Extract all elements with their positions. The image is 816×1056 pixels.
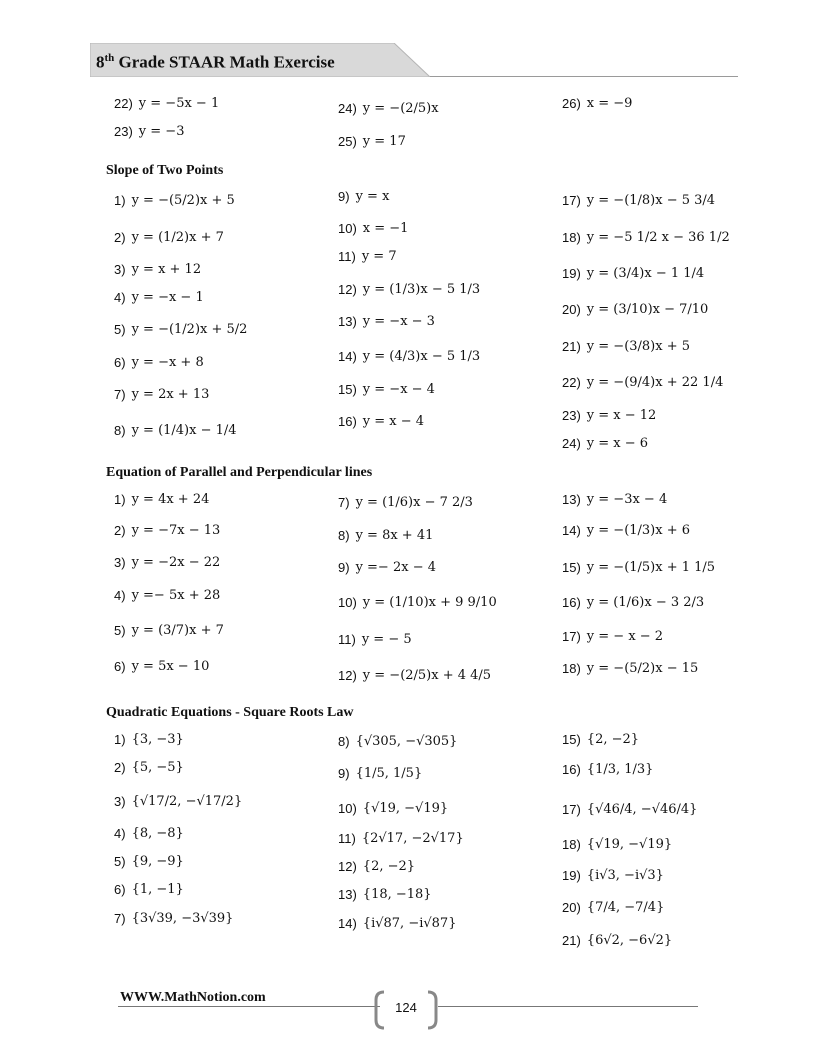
answer-number: 14) <box>562 523 581 538</box>
answer-number: 20) <box>562 302 581 317</box>
answer-number: 9) <box>338 766 350 781</box>
answer-number: 13) <box>338 314 357 329</box>
answer-expression: y = −x + 8 <box>131 355 204 370</box>
answer-number: 3) <box>114 794 126 809</box>
answer-number: 11) <box>338 831 356 846</box>
answer-number: 8) <box>338 734 350 749</box>
answer-expression: {√19, −√19} <box>362 801 449 816</box>
answer-number: 6) <box>114 659 126 674</box>
answer-expression: {18, −18} <box>362 887 432 902</box>
answer-number: 11) <box>338 249 356 264</box>
answer-expression: y = − x − 2 <box>586 629 664 644</box>
answer-expression: y = 8x + 41 <box>355 528 434 543</box>
answer-expression: {3√39, −3√39} <box>131 911 234 926</box>
answer-item <box>562 762 653 777</box>
answer-item <box>338 859 415 874</box>
answer-number: 13) <box>562 492 581 507</box>
answer-number: 15) <box>562 732 581 747</box>
answer-expression: y = (3/10)x − 7/10 <box>586 302 709 317</box>
answer-item <box>338 528 433 543</box>
answer-number: 4) <box>114 290 126 305</box>
answer-item <box>338 632 412 647</box>
answer-expression: y = −(2/5)x + 4 4/5 <box>362 668 492 683</box>
answer-number: 4) <box>114 588 126 603</box>
answer-item <box>114 230 224 245</box>
answer-item <box>114 794 242 809</box>
answer-number: 10) <box>338 801 357 816</box>
answer-item <box>114 387 209 402</box>
answer-item <box>114 588 220 603</box>
answer-number: 19) <box>562 868 581 883</box>
section-title-parallel: Equation of Parallel and Perpendicular lines <box>106 465 373 480</box>
answer-item <box>114 290 204 305</box>
answer-number: 8) <box>114 423 126 438</box>
answer-number: 16) <box>562 595 581 610</box>
answer-expression: y = −x − 1 <box>131 290 204 305</box>
answer-item <box>562 193 715 208</box>
answer-expression: y = 2x + 13 <box>131 387 210 402</box>
answer-number: 23) <box>114 124 133 139</box>
answer-item <box>114 193 235 208</box>
answer-item <box>114 555 220 570</box>
answer-item <box>562 339 690 354</box>
answer-number: 1) <box>114 492 126 507</box>
answer-number: 25) <box>338 134 357 149</box>
answer-number: 14) <box>338 349 357 364</box>
section-title-slope: Slope of Two Points <box>106 163 224 178</box>
answer-item <box>338 249 397 264</box>
answer-number: 7) <box>114 387 126 402</box>
answer-expression: {1, −1} <box>131 882 184 897</box>
answer-expression: y = −(3/8)x + 5 <box>586 339 691 354</box>
answer-expression: y = −3x − 4 <box>586 492 668 507</box>
answer-number: 16) <box>562 762 581 777</box>
answer-expression: y = 4x + 24 <box>131 492 210 507</box>
answer-item <box>338 495 473 510</box>
answer-expression: y = −(9/4)x + 22 1/4 <box>586 375 724 390</box>
answer-number: 4) <box>114 826 126 841</box>
answer-number: 3) <box>114 555 126 570</box>
answer-number: 9) <box>338 560 350 575</box>
answer-number: 5) <box>114 623 126 638</box>
answer-expression: {7/4, −7/4} <box>586 900 665 915</box>
answer-expression: y = x + 12 <box>131 262 202 277</box>
answer-expression: {√46/4, −√46/4} <box>586 802 698 817</box>
answer-item <box>562 230 730 245</box>
answer-item <box>114 760 184 775</box>
footer-url: WWW.MathNotion.com <box>120 990 266 1005</box>
answer-expression: {√17/2, −√17/2} <box>131 794 243 809</box>
answer-expression: y = −5x − 1 <box>138 96 220 111</box>
answer-item <box>114 882 184 897</box>
answer-expression: {2√17, −2√17} <box>361 831 464 846</box>
answer-number: 12) <box>338 282 357 297</box>
answer-number: 9) <box>338 189 350 204</box>
answer-item <box>338 734 457 749</box>
answer-expression: y = (3/4)x − 1 1/4 <box>586 266 705 281</box>
answer-item <box>338 668 491 683</box>
answer-expression: {√305, −√305} <box>355 734 458 749</box>
answer-number: 2) <box>114 523 126 538</box>
answer-expression: y = −(2/5)x <box>362 101 439 116</box>
answer-number: 10) <box>338 221 357 236</box>
answer-expression: {1/3, 1/3} <box>586 762 654 777</box>
answer-expression: y = (1/2)x + 7 <box>131 230 224 245</box>
answer-item <box>338 282 480 297</box>
answer-item <box>338 221 408 236</box>
answer-expression: y = (3/7)x + 7 <box>131 623 224 638</box>
answer-item <box>562 868 664 883</box>
answer-expression: y = −7x − 13 <box>131 523 221 538</box>
answer-number: 20) <box>562 900 581 915</box>
answer-expression: y = −(1/5)x + 1 1/5 <box>586 560 716 575</box>
answer-expression: y = −x − 3 <box>362 314 435 329</box>
answer-expression: y = x − 4 <box>362 414 425 429</box>
answer-item <box>562 375 723 390</box>
answer-item <box>114 124 184 139</box>
answer-number: 11) <box>338 632 356 647</box>
answer-number: 2) <box>114 760 126 775</box>
answer-expression: {5, −5} <box>131 760 184 775</box>
footer-divider-right <box>438 1006 698 1007</box>
answer-expression: y =− 5x + 28 <box>131 588 221 603</box>
answer-number: 1) <box>114 732 126 747</box>
answer-item <box>114 262 201 277</box>
answer-expression: {i√87, −i√87} <box>362 916 457 931</box>
answer-item <box>562 492 667 507</box>
answer-expression: {3, −3} <box>131 732 184 747</box>
answer-expression: {1/5, 1/5} <box>355 766 423 781</box>
answer-item <box>338 916 456 931</box>
answer-item <box>338 101 439 116</box>
answer-expression: y = (1/4)x − 1/4 <box>131 423 237 438</box>
answer-item <box>114 911 233 926</box>
answer-expression: y = −5 1/2 x − 36 1/2 <box>586 230 730 245</box>
footer-divider-left <box>118 1006 380 1007</box>
answer-item <box>114 659 209 674</box>
answer-number: 22) <box>562 375 581 390</box>
answer-number: 18) <box>562 837 581 852</box>
answer-expression: y = −x − 4 <box>362 382 435 397</box>
answer-item <box>114 492 209 507</box>
answer-item <box>114 623 224 638</box>
answer-number: 19) <box>562 266 581 281</box>
answer-number: 7) <box>338 495 350 510</box>
answer-item <box>114 854 184 869</box>
answer-item <box>562 266 704 281</box>
answer-item <box>114 826 184 841</box>
answer-expression: {√19, −√19} <box>586 837 673 852</box>
answer-number: 2) <box>114 230 126 245</box>
header-divider <box>430 76 738 77</box>
answer-item <box>114 355 204 370</box>
answer-item <box>114 423 237 438</box>
answer-item <box>338 595 497 610</box>
answer-number: 21) <box>562 933 581 948</box>
answer-number: 6) <box>114 355 126 370</box>
answer-number: 8) <box>338 528 350 543</box>
answer-item <box>338 887 432 902</box>
answer-number: 5) <box>114 322 126 337</box>
answer-number: 13) <box>338 887 357 902</box>
answer-number: 14) <box>338 916 357 931</box>
answer-expression: y = (1/3)x − 5 1/3 <box>362 282 481 297</box>
answer-item <box>114 96 219 111</box>
section-title-quadratic: Quadratic Equations - Square Roots Law <box>106 705 354 720</box>
answer-number: 22) <box>114 96 133 111</box>
answer-item <box>562 933 672 948</box>
answer-item <box>338 801 448 816</box>
answer-number: 15) <box>562 560 581 575</box>
answer-expression: y = −2x − 22 <box>131 555 221 570</box>
answer-item <box>562 629 663 644</box>
answer-expression: {6√2, −6√2} <box>586 933 673 948</box>
answer-number: 12) <box>338 859 357 874</box>
answer-number: 24) <box>562 436 581 451</box>
answer-number: 10) <box>338 595 357 610</box>
answer-expression: y = −(5/2)x − 15 <box>586 661 699 676</box>
answer-item <box>562 837 672 852</box>
answer-item <box>562 96 632 111</box>
answer-item <box>338 414 424 429</box>
answer-item <box>562 302 708 317</box>
answer-expression: y = (1/6)x − 7 2/3 <box>355 495 473 510</box>
answer-item <box>338 382 435 397</box>
answer-expression: y = (4/3)x − 5 1/3 <box>362 349 481 364</box>
answer-item <box>114 732 184 747</box>
answer-expression: y = − 5 <box>361 632 412 647</box>
answer-number: 5) <box>114 854 126 869</box>
answer-number: 1) <box>114 193 126 208</box>
answer-number: 18) <box>562 661 581 676</box>
answer-number: 17) <box>562 193 581 208</box>
answer-item <box>562 900 664 915</box>
answer-expression: y = −(1/3)x + 6 <box>586 523 691 538</box>
answer-expression: y = 7 <box>361 249 397 264</box>
answer-number: 26) <box>562 96 581 111</box>
answer-item <box>562 436 648 451</box>
answer-item <box>114 523 220 538</box>
answer-item <box>562 732 639 747</box>
answer-expression: {2, −2} <box>586 732 640 747</box>
answer-item <box>114 322 247 337</box>
answer-expression: y = x − 6 <box>586 436 649 451</box>
answer-expression: {9, −9} <box>131 854 184 869</box>
answer-expression: y = (1/10)x + 9 9/10 <box>362 595 497 610</box>
answer-expression: {2, −2} <box>362 859 416 874</box>
answer-expression: y = x <box>355 189 390 204</box>
answer-item <box>562 802 697 817</box>
answer-item <box>562 560 715 575</box>
answer-number: 7) <box>114 911 126 926</box>
answer-expression: {8, −8} <box>131 826 184 841</box>
answer-expression: y =− 2x − 4 <box>355 560 436 575</box>
answer-expression: y = 5x − 10 <box>131 659 210 674</box>
answer-item <box>562 408 656 423</box>
answer-number: 23) <box>562 408 581 423</box>
answer-expression: y = 17 <box>362 134 406 149</box>
answer-expression: y = −(1/2)x + 5/2 <box>131 322 248 337</box>
answer-number: 15) <box>338 382 357 397</box>
answer-number: 18) <box>562 230 581 245</box>
page-number: 124 <box>395 1000 417 1015</box>
answer-item <box>562 661 698 676</box>
answer-expression: x = −9 <box>586 96 633 111</box>
answer-expression: y = −(1/8)x − 5 3/4 <box>586 193 716 208</box>
answer-item <box>338 189 389 204</box>
answer-number: 17) <box>562 629 581 644</box>
answer-number: 17) <box>562 802 581 817</box>
page-title: 8th Grade STAAR Math Exercise <box>96 52 335 72</box>
answer-item <box>562 595 704 610</box>
answer-expression: y = −(5/2)x + 5 <box>131 193 235 208</box>
answer-expression: y = x − 12 <box>586 408 657 423</box>
answer-expression: {i√3, −i√3} <box>586 868 664 883</box>
answer-item <box>338 766 422 781</box>
answer-number: 16) <box>338 414 357 429</box>
answer-expression: x = −1 <box>362 221 409 236</box>
answer-item <box>338 314 435 329</box>
answer-item <box>338 560 436 575</box>
answer-number: 12) <box>338 668 357 683</box>
answer-item <box>562 523 690 538</box>
answer-expression: y = (1/6)x − 3 2/3 <box>586 595 705 610</box>
answer-item <box>338 134 406 149</box>
answer-number: 24) <box>338 101 357 116</box>
answer-number: 6) <box>114 882 126 897</box>
answer-number: 3) <box>114 262 126 277</box>
answer-expression: y = −3 <box>138 124 185 139</box>
answer-item <box>338 349 480 364</box>
answer-number: 21) <box>562 339 581 354</box>
answer-item <box>338 831 464 846</box>
